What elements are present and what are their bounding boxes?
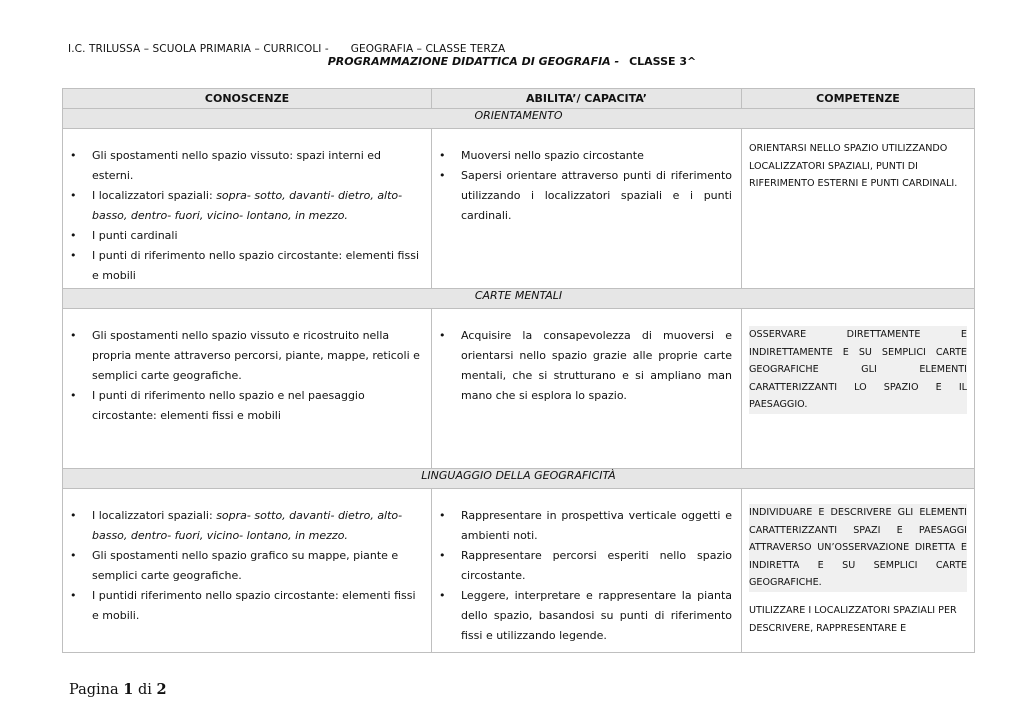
abilita-cell xyxy=(432,489,742,653)
list-item: • Gli spostamenti nello spazio grafico su mappe, piante e semplici carte geografiche. xyxy=(92,546,422,586)
list-item: • I punti cardinali xyxy=(92,226,422,246)
abilita-cell xyxy=(432,309,742,469)
competenze-cell xyxy=(742,129,975,289)
abilita-cell xyxy=(432,129,742,289)
title-main: PROGRAMMAZIONE DIDATTICA DI GEOGRAFIA - xyxy=(327,55,620,68)
header-competenze: COMPETENZE xyxy=(742,89,975,109)
list-item: • I punti di riferimento nello spazio circostante: elementi fissi e mobili xyxy=(92,246,422,286)
conoscenze-cell xyxy=(63,489,432,653)
abilita-list xyxy=(433,130,740,226)
footer-total-pages: 2 xyxy=(156,681,167,698)
section-row-orientamento xyxy=(63,109,975,129)
conoscenze-list xyxy=(64,310,430,426)
list-item: • Rappresentare in prospettiva verticale oggetti e ambienti noti. xyxy=(461,506,732,546)
competenza-text: UTILIZZARE I LOCALIZZATORI SPAZIALI PER DESCRIVERE, RAPPRESENTARE E xyxy=(749,602,967,637)
section-title: LINGUAGGIO DELLA GEOGRAFICITÀ xyxy=(63,469,975,489)
list-item: • Rappresentare percorsi esperiti nello spazio circostante. xyxy=(461,546,732,586)
list-item: • Leggere, interpretare e rappresentare la pianta dello spazio, basandosi su punti di riferimento fissi e utilizzando legende. xyxy=(461,586,732,646)
curriculum-table xyxy=(62,88,975,653)
list-item: • Acquisire la consapevolezza di muoversi e orientarsi nello spazio grazie alle proprie carte mentali, che si strutturano e si ampliano man mano che si esplora lo spazio. xyxy=(461,326,732,406)
section-row-carte-mentali xyxy=(63,289,975,309)
footer-di: di xyxy=(137,682,152,698)
competenza-text: ORIENTARSI NELLO SPAZIO UTILIZZANDO LOCALIZZATORI SPAZIALI, PUNTI DI RIFERIMENTO ESTERNI E PUNTI CARDINALI. xyxy=(749,140,967,193)
header-conoscenze: CONOSCENZE xyxy=(63,89,432,109)
competenza-text: OSSERVARE DIRETTAMENTE E INDIRETTAMENTE E SU SEMPLICI CARTE GEOGRAFICHE GLI ELEMENTI CARATTERIZZANTI LO SPAZIO E IL PAESAGGIO. xyxy=(749,326,967,414)
header-subject: GEOGRAFIA – CLASSE TERZA xyxy=(350,43,506,55)
header-school: I.C. TRILUSSA – SCUOLA PRIMARIA – CURRICOLI - xyxy=(68,43,329,55)
title-class: CLASSE 3^ xyxy=(629,55,697,68)
list-item: • I localizzatori spaziali: sopra- sotto, davanti- dietro, alto- basso, dentro- fuori, vicino- lontano, in mezzo. xyxy=(92,186,422,226)
list-item: • Gli spostamenti nello spazio vissuto e ricostruito nella propria mente attraverso percorsi, piante, mappe, reticoli e semplici carte geografiche. xyxy=(92,326,422,386)
conoscenze-cell xyxy=(63,129,432,289)
list-item: • I localizzatori spaziali: sopra- sotto, davanti- dietro, alto- basso, dentro- fuori, vicino- lontano, in mezzo. xyxy=(92,506,422,546)
list-item: • Muoversi nello spazio circostante xyxy=(461,146,732,166)
header-abilita: ABILITA’/ CAPACITA’ xyxy=(432,89,742,109)
competenze-cell xyxy=(742,309,975,469)
table-header-row xyxy=(63,89,975,109)
section-row-linguaggio xyxy=(63,469,975,489)
abilita-list xyxy=(433,490,740,646)
footer-pagina: Pagina xyxy=(69,682,119,698)
footer-current-page: 1 xyxy=(123,681,134,698)
table-row xyxy=(63,309,975,469)
competenze-cell xyxy=(742,489,975,653)
list-item: • I punti di riferimento nello spazio e nel paesaggio circostante: elementi fissi e mobili xyxy=(92,386,422,426)
document-header xyxy=(68,43,505,55)
conoscenze-list xyxy=(64,130,430,286)
competenza-text: INDIVIDUARE E DESCRIVERE GLI ELEMENTI CARATTERIZZANTI SPAZI E PAESAGGI ATTRAVERSO UN’OSSERVAZIONE DIRETTA E INDIRETTA E SU SEMPLICI CARTE GEOGRAFICHE. xyxy=(749,504,967,592)
section-title: ORIENTAMENTO xyxy=(63,109,975,129)
list-item: • I puntidi riferimento nello spazio circostante: elementi fissi e mobili. xyxy=(92,586,422,626)
conoscenze-list xyxy=(64,490,430,626)
table-row xyxy=(63,129,975,289)
abilita-list xyxy=(433,310,740,406)
document-title xyxy=(0,55,1024,68)
list-item: • Gli spostamenti nello spazio vissuto: spazi interni ed esterni. xyxy=(92,146,422,186)
conoscenze-cell xyxy=(63,309,432,469)
section-title: CARTE MENTALI xyxy=(63,289,975,309)
page-footer xyxy=(69,681,167,698)
list-item: • Sapersi orientare attraverso punti di riferimento utilizzando i localizzatori spaziali e i punti cardinali. xyxy=(461,166,732,226)
table-row xyxy=(63,489,975,653)
